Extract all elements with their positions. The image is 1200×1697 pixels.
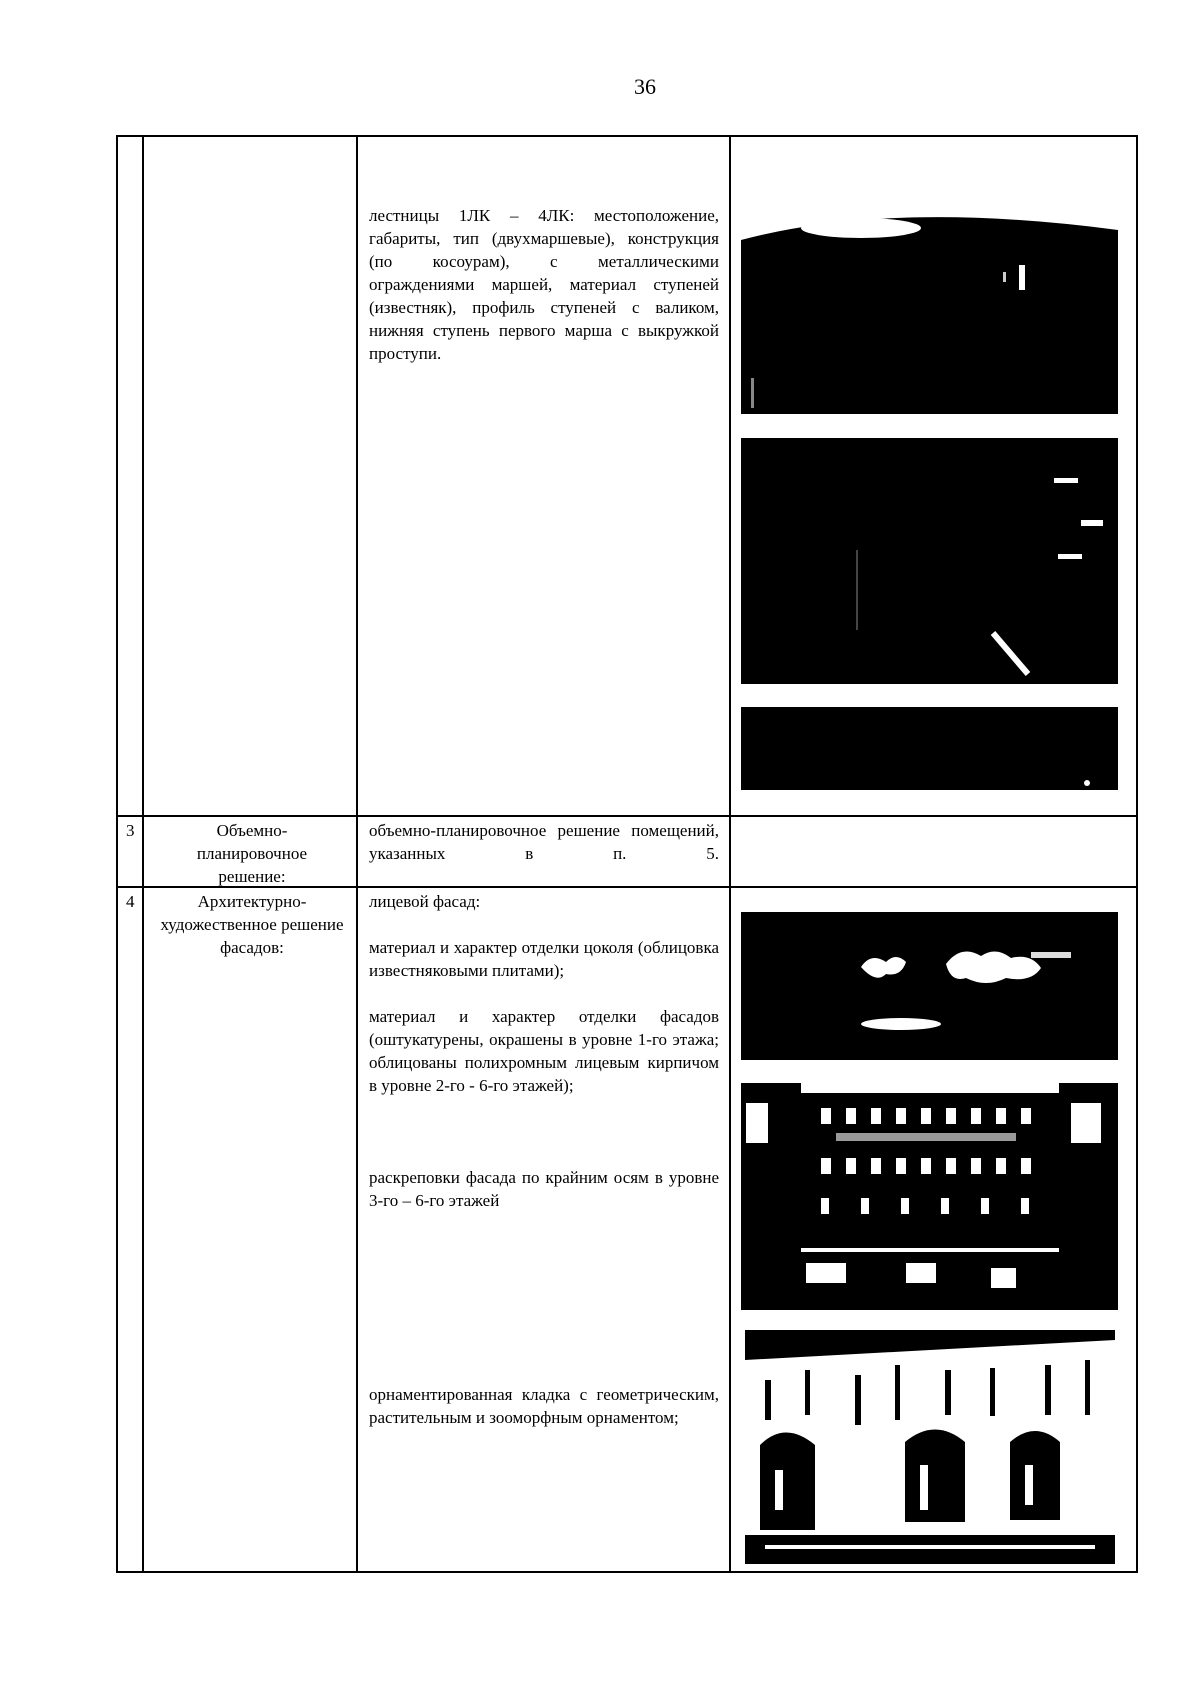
row-description [369,890,719,936]
description-paragraph: раскреповки фасада по крайним осям в уровне 3-го – 6-го этажей [369,1168,719,1210]
row-description [369,819,719,888]
description-paragraph: орнаментированная кладка с геометрическим, растительным и зооморфным орнаментом; [369,1385,719,1427]
row-description [369,204,719,388]
staircase-photo-2 [741,438,1118,684]
column-divider-1 [142,135,144,1573]
row-description [369,936,719,1005]
plinth-photo [741,912,1118,1060]
ornament-brickwork-photo [745,1330,1115,1564]
staircase-photo-1 [741,210,1118,414]
row-divider-1 [116,815,1138,817]
facade-photo [741,1083,1118,1310]
column-divider-3 [729,135,731,1573]
row-title: Объемно-планировочное решение: [196,821,308,886]
description-paragraph: лицевой фасад: [369,892,481,911]
page-number: 36 [634,74,656,99]
description-paragraph: материал и характер отделки цоколя (облицовка известняковыми плитами); [369,938,719,980]
description-paragraph: лестницы 1ЛК – 4ЛК: местоположение, габариты, тип (двухмаршевые), конструкция (по косоурам), с металлическими ограждениями маршей, материал ступеней (известняк), профиль ступеней с валиком, нижняя ступень первого марша с выкружкой проступи. [369,206,719,363]
description-paragraph: объемно-планировочное решение помещений, указанных в п. 5. [369,821,719,863]
column-divider-2 [356,135,358,1573]
staircase-photo-3 [741,707,1118,790]
row-title: Архитектурно-художественное решение фасадов: [160,892,344,957]
row-number: 3 [126,821,135,840]
row-description [369,1005,719,1120]
description-paragraph: материал и характер отделки фасадов (оштукатурены, окрашены в уровне 1-го этажа; облицованы полихромным лицевым кирпичом в уровне 2-го - 6-го этажей); [369,1007,719,1095]
row-number: 4 [126,892,135,911]
row-description [369,1166,719,1235]
row-description [369,1383,719,1452]
